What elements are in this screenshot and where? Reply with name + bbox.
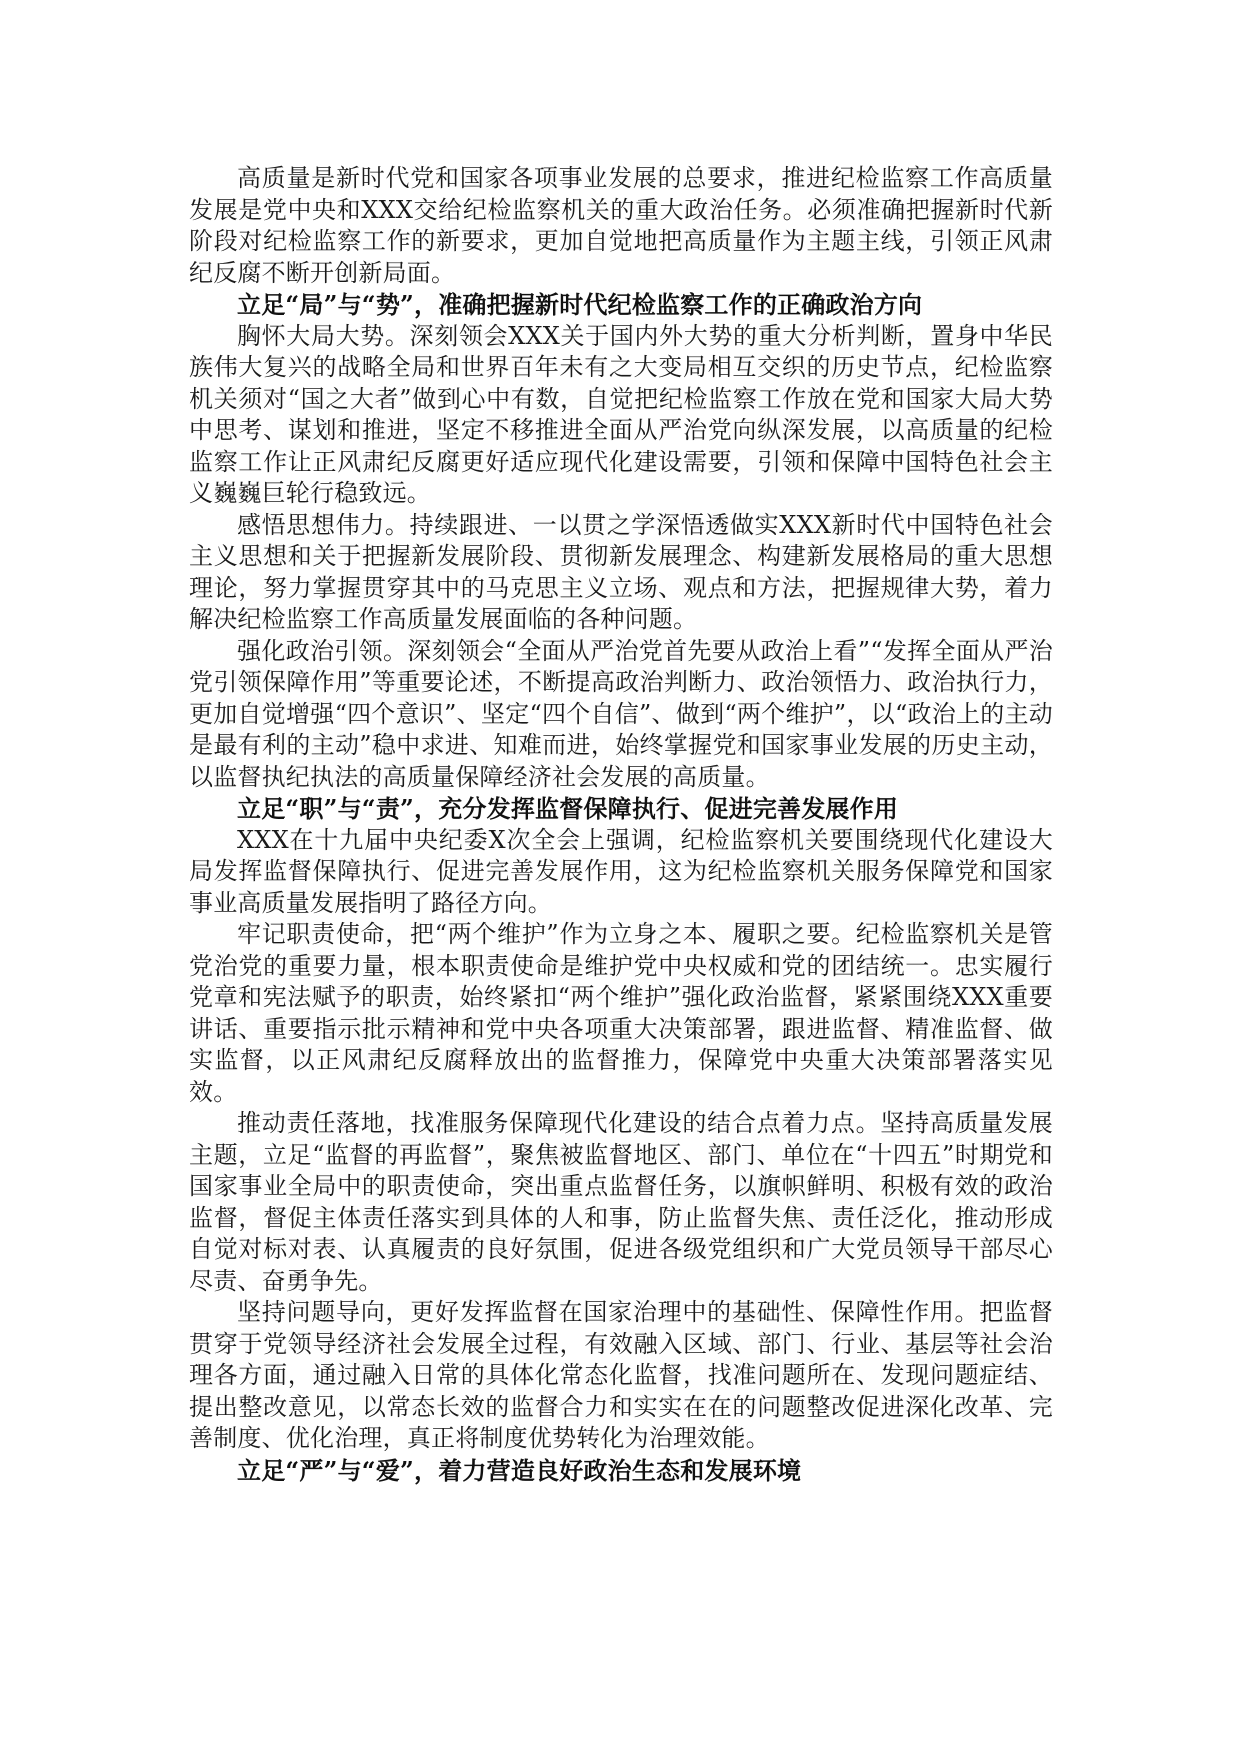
body-paragraph: XXX在十九届中央纪委X次全会上强调，纪检监察机关要围绕现代化建设大局发挥监督保障执行、促进完善发展作用，这为纪检监察机关服务保障党和国家事业高质量发展指明了路径方向。	[189, 825, 1053, 917]
section-heading-2: 立足“职”与“责”，充分发挥监督保障执行、促进完善发展作用	[237, 794, 899, 823]
body-paragraph: 胸怀大局大势。深刻领会XXX关于国内外大势的重大分析判断，置身中华民族伟大复兴的战略全局和世界百年未有之大变局相互交织的历史节点，纪检监察机关须对“国之大者”做到心中有数，自觉把纪检监察工作放在党和国家大局大势中思考、谋划和推进，坚定不移推进全面从严治党向纵深发展，以高质量的纪检监察工作让正风肃纪反腐更好适应现代化建设需要，引领和保障中国特色社会主义巍巍巨轮行稳致远。	[189, 321, 1053, 507]
intro-paragraph: 高质量是新时代党和国家各项事业发展的总要求，推进纪检监察工作高质量发展是党中央和XXX交给纪检监察机关的重大政治任务。必须准确把握新时代新阶段对纪检监察工作的新要求，更加自觉地把高质量作为主题主线，引领正风肃纪反腐不断开创新局面。	[189, 164, 1053, 287]
body-paragraph: 推动责任落地，找准服务保障现代化建设的结合点着力点。坚持高质量发展主题，立足“监督的再监督”，聚焦被监督地区、部门、单位在“十四五”时期党和国家事业全局中的职责使命，突出重点监督任务，以旗帜鲜明、积极有效的政治监督，督促主体责任落实到具体的人和事，防止监督失焦、责任泛化，推动形成自觉对标对表、认真履责的良好氛围，促进各级党组织和广大党员领导干部尽心尽责、奋勇争先。	[189, 1109, 1053, 1295]
section-heading-3: 立足“严”与“爱”，着力营造良好政治生态和发展环境	[237, 1455, 802, 1485]
document-body	[189, 163, 1053, 1486]
body-paragraph: 感悟思想伟力。持续跟进、一以贯之学深悟透做实XXX新时代中国特色社会主义思想和关于把握新发展阶段、贯彻新发展理念、构建新发展格局的重大思想理论，努力掌握贯穿其中的马克思主义立场、观点和方法，把握规律大势，着力解决纪检监察工作高质量发展面临的各种问题。	[189, 510, 1053, 633]
body-paragraph: 坚持问题导向，更好发挥监督在国家治理中的基础性、保障性作用。把监督贯穿于党领导经济社会发展全过程，有效融入区域、部门、行业、基层等社会治理各方面，通过融入日常的具体化常态化监督，找准问题所在、发现问题症结、提出整改意见，以常态长效的监督合力和实实在在的问题整改促进深化改革、完善制度、优化治理，真正将制度优势转化为治理效能。	[189, 1298, 1053, 1452]
body-paragraph: 强化政治引领。深刻领会“全面从严治党首先要从政治上看”“发挥全面从严治党引领保障作用”等重要论述，不断提高政治判断力、政治领悟力、政治执行力，更加自觉增强“四个意识”、坚定“四个自信”、做到“两个维护”，以“政治上的主动是最有利的主动”稳中求进、知难而进，始终掌握党和国家事业发展的历史主动，以监督执纪执法的高质量保障经济社会发展的高质量。	[189, 636, 1053, 791]
body-paragraph: 牢记职责使命，把“两个维护”作为立身之本、履职之要。纪检监察机关是管党治党的重要力量，根本职责使命是维护党中央权威和党的团结统一。忠实履行党章和宪法赋予的职责，始终紧扣“两个维护”强化政治监督，紧紧围绕XXX重要讲话、重要指示批示精神和党中央各项重大决策部署，跟进监督、精准监督、做实监督，以正风肃纪反腐释放出的监督推力，保障党中央重大决策部署落实见效。	[189, 920, 1053, 1106]
section-heading-1: 立足“局”与“势”，准确把握新时代纪检监察工作的正确政治方向	[237, 290, 923, 319]
